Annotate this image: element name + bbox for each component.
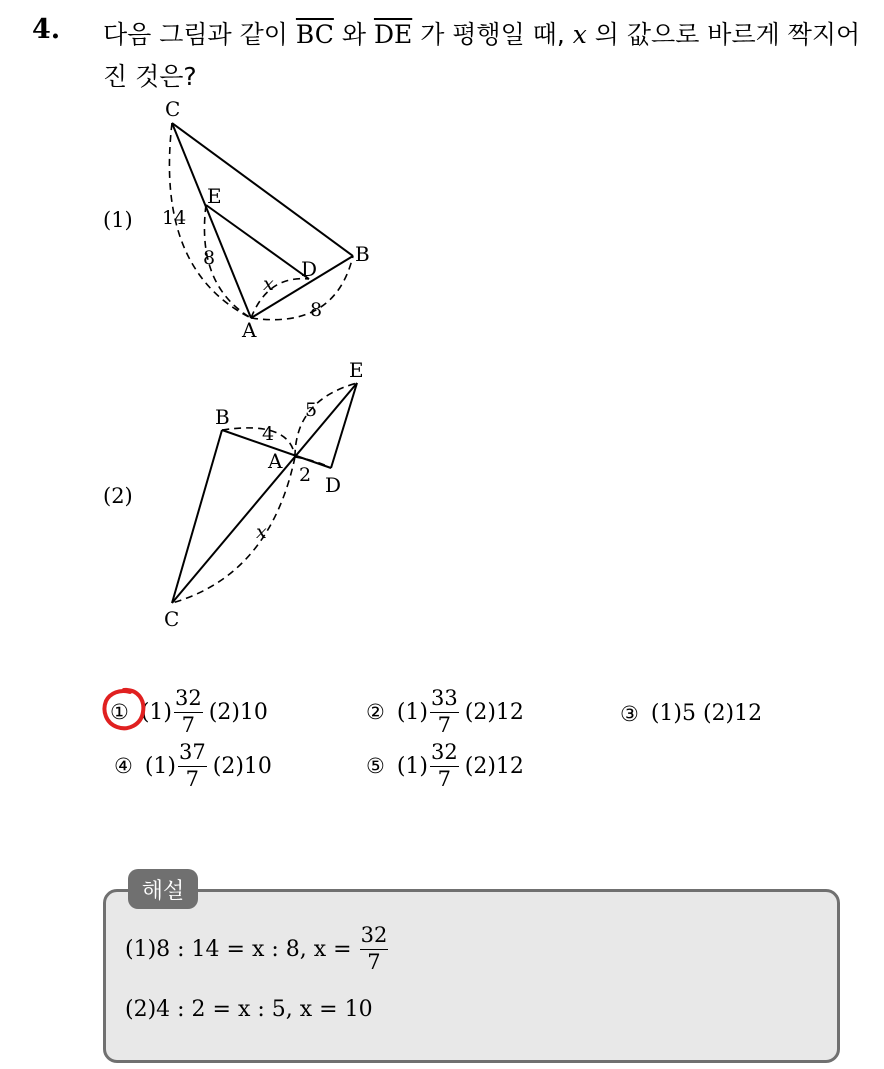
fig2-point-c: C xyxy=(164,607,180,631)
fig2-length-ab: 4 xyxy=(262,423,275,445)
fig1-length-ab: 8 xyxy=(310,299,323,321)
fraction-denominator: 7 xyxy=(437,767,452,791)
choice-part: (1) xyxy=(396,699,428,725)
fig1-label: (1) xyxy=(103,208,133,232)
choice-5[interactable] xyxy=(366,742,524,790)
fraction-denominator: 7 xyxy=(437,713,452,737)
question-text-part: 다음 그림과 같이 xyxy=(103,20,288,49)
fig1-point-c: C xyxy=(165,97,181,121)
fig2-point-d: D xyxy=(325,473,342,497)
fig2-point-a: A xyxy=(268,449,283,473)
fig1-point-b: B xyxy=(355,242,370,266)
fig1-length-ae: 8 xyxy=(203,247,216,269)
choice-part: (2)10 xyxy=(208,699,268,725)
segment-bc: $\overline{BC}$ xyxy=(295,20,334,49)
fig2-length-ad: 2 xyxy=(299,464,312,486)
solution-fraction xyxy=(360,925,389,973)
fraction-numerator: 32 xyxy=(174,688,203,713)
fig2-length-x: x xyxy=(256,521,267,543)
fraction-denominator: 7 xyxy=(185,767,200,791)
solution-tag: 해설 xyxy=(128,869,198,909)
choice-fraction xyxy=(174,688,203,736)
solution-box xyxy=(103,889,840,1063)
fig2-point-e: E xyxy=(349,358,364,382)
choice-4[interactable] xyxy=(114,742,272,790)
fig1-point-d: D xyxy=(301,257,318,281)
choice-number: ⑤ xyxy=(366,754,385,778)
choice-fraction xyxy=(178,742,207,790)
fraction-denominator: 7 xyxy=(367,950,381,974)
question-number: 4. xyxy=(32,14,61,45)
choice-part: (1) xyxy=(144,753,176,779)
choice-part: (2)12 xyxy=(464,753,524,779)
question-text-part: 와 xyxy=(341,20,366,49)
choice-number: ① xyxy=(110,700,129,724)
variable-x: x xyxy=(572,20,587,49)
question-text-part: 의 값으로 바르게 짝지어진 것은? xyxy=(103,20,861,91)
choice-part: (1)5 (2)12 xyxy=(650,701,763,726)
fig2-point-b: B xyxy=(215,405,230,429)
choice-part: (1) xyxy=(396,753,428,779)
solution-line-1 xyxy=(125,925,394,973)
fraction-numerator: 32 xyxy=(360,925,389,950)
fig2-length-ae: 5 xyxy=(305,399,318,421)
segment-de: $\overline{DE}$ xyxy=(373,20,413,49)
fig1-length-x: x xyxy=(263,273,274,295)
choice-part: (2)12 xyxy=(464,699,524,725)
choice-number: ④ xyxy=(114,754,133,778)
choice-number: ③ xyxy=(620,701,639,726)
choice-part: (1) xyxy=(140,699,172,725)
choice-part: (2)10 xyxy=(212,753,272,779)
choice-number: ② xyxy=(366,700,385,724)
fig1-point-e: E xyxy=(207,184,222,208)
solution-equation: (1)8 : 14 = x : 8, x = xyxy=(125,936,352,962)
fig1-point-a: A xyxy=(242,318,257,342)
choice-fraction xyxy=(430,688,459,736)
choice-fraction xyxy=(430,742,459,790)
answer-circle-mark xyxy=(98,684,150,736)
fraction-numerator: 32 xyxy=(430,742,459,767)
fig1-length-ac: 14 xyxy=(162,207,187,229)
fraction-numerator: 33 xyxy=(430,688,459,713)
fraction-numerator: 37 xyxy=(178,742,207,767)
solution-line-2 xyxy=(125,997,373,1022)
fig2-label: (2) xyxy=(103,484,133,508)
solution-equation: (2)4 : 2 = x : 5, x = 10 xyxy=(125,997,373,1022)
choice-3[interactable] xyxy=(620,701,762,726)
question-text-part: 가 평행일 때, xyxy=(420,20,565,49)
choice-2[interactable] xyxy=(366,688,524,736)
fraction-denominator: 7 xyxy=(181,713,196,737)
